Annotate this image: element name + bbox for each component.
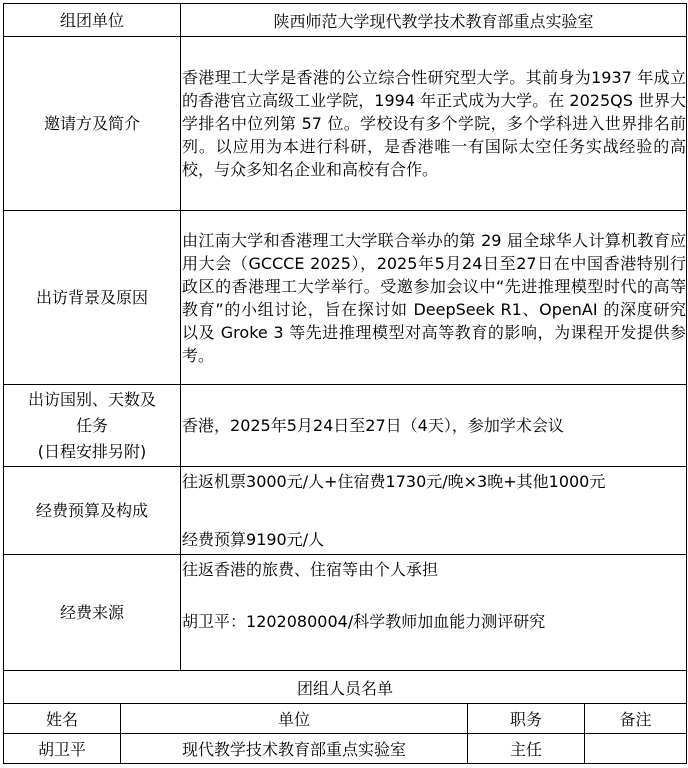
funding-line2: 胡卫平：1202080004/科学教师加血能力测评研究	[182, 612, 546, 631]
member-name: 胡卫平	[4, 734, 121, 764]
background-value: 由江南大学和香港理工大学联合举办的第 29 届全球华人计算机教育应用大会（GCCCE 2025），2025年5月24日至27日在中国香港特别行政区的香港理工大学举行。受邀参加会议中“先进推理模型时代的高等教育”的小组讨论，旨在探讨如 DeepSeek R1、OpenAI 的深度研究以及 Groke 3 等先进推理模型对高等教育的影响，为课程开发提供参考。	[181, 211, 687, 385]
trip-label-line1: 出访国别、天数及	[28, 389, 157, 409]
row-background	[4, 211, 687, 385]
table-row	[4, 734, 687, 764]
background-label: 出访背景及原因	[4, 211, 181, 385]
trip-label-line2: 任务	[76, 415, 109, 435]
row-members-title	[4, 671, 687, 704]
budget-line1: 往返机票3000元/人+住宿费1730元/晚×3晚+其他1000元	[182, 472, 606, 491]
funding-value	[181, 555, 687, 671]
row-org-unit	[4, 4, 687, 37]
header-position: 职务	[468, 704, 585, 734]
invite-intro-label: 邀请方及简介	[4, 37, 181, 211]
members-title: 团组人员名单	[4, 671, 687, 704]
row-trip	[4, 385, 687, 467]
budget-line2: 经费预算9190元/人	[182, 530, 325, 549]
application-form-table	[3, 3, 687, 764]
funding-label: 经费来源	[4, 555, 181, 671]
member-remark	[585, 734, 687, 764]
header-remark: 备注	[585, 704, 687, 734]
header-name: 姓名	[4, 704, 121, 734]
row-budget	[4, 467, 687, 555]
header-unit: 单位	[121, 704, 468, 734]
budget-label: 经费预算及构成	[4, 467, 181, 555]
trip-label	[4, 385, 181, 467]
row-funding	[4, 555, 687, 671]
funding-line1: 往返香港的旅费、住宿等由个人承担	[182, 560, 439, 579]
org-unit-value: 陕西师范大学现代教学技术教育部重点实验室	[181, 4, 687, 37]
trip-value: 香港，2025年5月24日至27日（4天），参加学术会议	[181, 385, 687, 467]
row-members-header	[4, 704, 687, 734]
trip-label-line3: (日程安排另附)	[37, 441, 147, 461]
budget-value	[181, 467, 687, 555]
row-invite-intro	[4, 37, 687, 211]
member-position: 主任	[468, 734, 585, 764]
invite-intro-value: 香港理工大学是香港的公立综合性研究型大学。其前身为1937 年成立的香港官立高级工业学院，1994 年正式成为大学。在 2025QS 世界大学排名中位列第 57 位。学校设有多个学院，多个学科进入世界排名前列。以应用为本进行科研，是香港唯一有国际太空任务实战经验的高校，与众多知名企业和高校有合作。	[181, 37, 687, 211]
member-unit: 现代教学技术教育部重点实验室	[121, 734, 468, 764]
org-unit-label: 组团单位	[4, 4, 181, 37]
